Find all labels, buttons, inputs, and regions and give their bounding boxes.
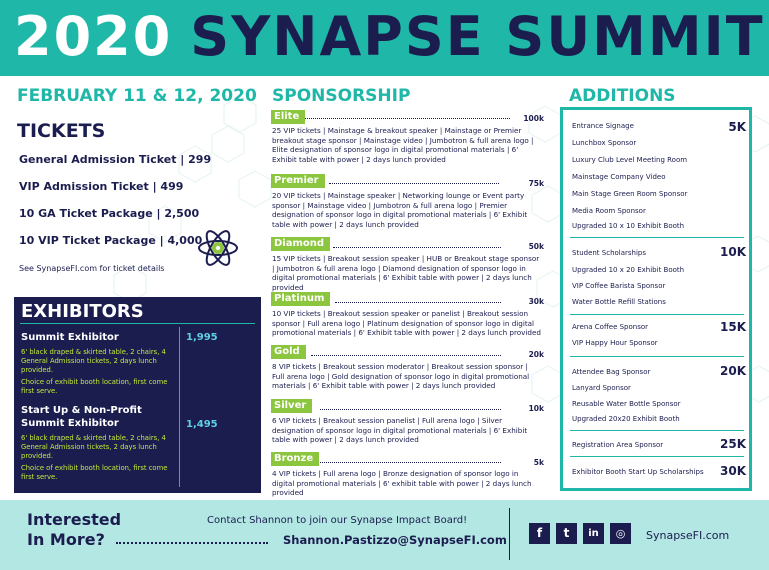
footer	[0, 500, 769, 570]
addition-item: Main Stage Green Room Sponsor	[572, 190, 688, 198]
addition-item: Upgraded 20x20 Exhibit Booth	[572, 415, 680, 423]
tier-dotted-line	[320, 462, 501, 463]
tier-price: 10k	[528, 404, 544, 413]
contact-email-link[interactable]: Shannon.Pastizzo@SynapseFI.com	[283, 533, 507, 547]
additions-divider	[570, 456, 744, 457]
event-name: SYNAPSE SUMMIT	[190, 5, 765, 68]
tier-description: 15 VIP tickets | Breakout session speaker | HUB or Breakout stage sponsor | Jumbotron & full arena logo | Diamond designation of sponsor logo in digital promotional materials | 6' Exhibit table with power | 2 days lunch provided	[272, 254, 540, 292]
addition-item: Luxury Club Level Meeting Room	[572, 156, 688, 164]
twitter-icon[interactable]: t	[556, 523, 577, 544]
tier-description: 6 VIP tickets | Breakout session panelist | Full arena logo | Silver designation of sponsor logo in digital promotional materials | 6' Exhibit table with power | 2 days lunch provided	[272, 416, 528, 445]
exhibitors-panel	[14, 297, 261, 493]
atom-icon	[196, 226, 240, 270]
addition-group-price: 25K	[720, 437, 746, 451]
addition-group-price: 30K	[720, 464, 746, 478]
tier-label-platinum: Platinum	[271, 292, 330, 306]
tier-price: 50k	[528, 242, 544, 251]
ticket-item: VIP Admission Ticket | 499	[19, 180, 184, 193]
website-link[interactable]: SynapseFI.com	[646, 529, 730, 542]
tier-label-elite: Elite	[271, 110, 305, 124]
event-dates: FEBRUARY 11 & 12, 2020	[17, 86, 257, 106]
tier-label-premier: Premier	[271, 174, 325, 188]
exhibitor-name: Start Up & Non-Profit Summit Exhibitor	[21, 405, 142, 429]
additions-divider	[570, 314, 744, 315]
exhibitors-column-divider	[179, 327, 180, 487]
ticket-item: 10 GA Ticket Package | 2,500	[19, 207, 200, 220]
addition-item: Entrance Signage	[572, 122, 634, 130]
exhibitor-name: Summit Exhibitor	[21, 332, 119, 343]
instagram-icon[interactable]: ◎	[610, 523, 631, 544]
additions-panel	[560, 107, 752, 491]
exhibitor-price: 1,995	[186, 332, 218, 343]
tier-price: 30k	[528, 297, 544, 306]
addition-group-price: 10K	[720, 245, 746, 259]
additions-divider	[570, 356, 744, 357]
tier-description: 8 VIP tickets | Breakout session moderator | Breakout session sponsor | Full arena logo | Gold designation of sponsor logo in digital promotional materials | 6' Exhibit table with power | 2 days lunch provided	[272, 362, 530, 391]
footer-heading	[27, 510, 121, 550]
tickets-heading: TICKETS	[17, 120, 106, 142]
addition-item: Student Scholarships	[572, 249, 647, 257]
addition-item: Upgraded 10 x 20 Exhibit Booth	[572, 266, 685, 274]
tier-dotted-line	[305, 118, 510, 119]
sponsorship-heading: SPONSORSHIP	[272, 86, 411, 106]
exhibitor-detail: 6' black draped & skirted table, 2 chairs, 4 General Admission tickets, 2 days lunch provided.	[21, 348, 166, 374]
linkedin-icon[interactable]: in	[583, 523, 604, 544]
footer-divider	[509, 508, 510, 560]
tier-price: 75k	[528, 179, 544, 188]
addition-item: VIP Happy Hour Sponsor	[572, 339, 658, 347]
addition-group-price: 5K	[728, 120, 746, 134]
ticket-item: General Admission Ticket | 299	[19, 153, 212, 166]
facebook-icon[interactable]: f	[529, 523, 550, 544]
tier-label-silver: Silver	[271, 399, 312, 413]
event-title	[14, 4, 765, 70]
contact-text: Contact Shannon to join our Synapse Impact Board!	[207, 515, 468, 526]
addition-item: VIP Coffee Barista Sponsor	[572, 282, 666, 290]
tier-label-bronze: Bronze	[271, 452, 319, 466]
addition-item: Arena Coffee Sponsor	[572, 323, 649, 331]
ticket-details-note: See SynapseFI.com for ticket details	[19, 264, 165, 273]
tier-dotted-line	[335, 302, 501, 303]
tier-dotted-line	[329, 183, 499, 184]
addition-item: Lunchbox Sponsor	[572, 139, 637, 147]
tier-price: 5k	[533, 458, 544, 467]
exhibitor-price: 1,495	[186, 419, 218, 430]
exhibitor-detail: Choice of exhibit booth location, first come first serve.	[21, 464, 168, 481]
tier-dotted-line	[311, 355, 501, 356]
addition-item: Registration Area Sponsor	[572, 441, 664, 449]
tier-description: 25 VIP tickets | Mainstage & breakout speaker | Mainstage or Premier breakout stage sponsor | Mainstage video | Jumbotron & full arena logo | Elite designation of sponsor logo in digital promotional materials | 6' Exhibit table with power | 2 days lunch provided	[272, 126, 534, 164]
exhibitor-detail: 6' black draped & skirted table, 2 chairs, 4 General Admission tickets, 2 days lunch provided.	[21, 434, 166, 460]
addition-item: Media Room Sponsor	[572, 207, 646, 215]
additions-heading: ADDITIONS	[569, 86, 676, 106]
additions-divider	[570, 237, 744, 238]
addition-group-price: 15K	[720, 320, 746, 334]
exhibitor-detail: Choice of exhibit booth location, first come first serve.	[21, 378, 168, 395]
footer-heading-line1: Interested	[27, 510, 122, 529]
tier-description: 4 VIP tickets | Full arena logo | Bronze designation of sponsor logo in digital promotional materials | 6' exhibit table with power | 2 days lunch provided	[272, 469, 532, 498]
addition-item: Reusable Water Bottle Sponsor	[572, 400, 681, 408]
addition-item: Attendee Bag Sponsor	[572, 368, 651, 376]
tier-price: 100k	[523, 114, 544, 123]
addition-group-price: 20K	[720, 364, 746, 378]
addition-item: Lanyard Sponsor	[572, 384, 631, 392]
event-year: 2020	[14, 5, 173, 68]
exhibitors-heading: EXHIBITORS	[21, 301, 144, 322]
addition-item: Water Bottle Refill Stations	[572, 298, 666, 306]
tier-dotted-line	[333, 247, 501, 248]
tier-price: 20k	[528, 350, 544, 359]
additions-divider	[570, 430, 744, 431]
footer-dotted-line	[116, 542, 268, 544]
footer-heading-line2: In More?	[27, 530, 105, 549]
tier-description: 10 VIP tickets | Breakout session speaker or panelist | Breakout session sponsor | Full arena logo | Platinum designation of sponsor logo in digital promotional materials | 6' Exhibit table with power | 2 days lunch provided	[272, 309, 541, 338]
tier-dotted-line	[320, 409, 501, 410]
exhibitors-divider	[20, 323, 255, 324]
addition-item: Upgraded 10 x 10 Exhibit Booth	[572, 222, 685, 230]
addition-item: Mainstage Company Video	[572, 173, 666, 181]
tier-label-gold: Gold	[271, 345, 306, 359]
ticket-item: 10 VIP Ticket Package | 4,000	[19, 234, 203, 247]
tier-description: 20 VIP tickets | Mainstage speaker | Networking lounge or Event party sponsor | Mainstage video | Jumbotron & full arena logo | Premier designation of sponsor logo in digital promotional materials | 6' Exhibit table with power | 2 days lunch provided	[272, 191, 528, 229]
header-banner	[0, 0, 769, 76]
tier-label-diamond: Diamond	[271, 237, 330, 251]
addition-item: Exhibitor Booth Start Up Scholarships	[572, 468, 704, 476]
